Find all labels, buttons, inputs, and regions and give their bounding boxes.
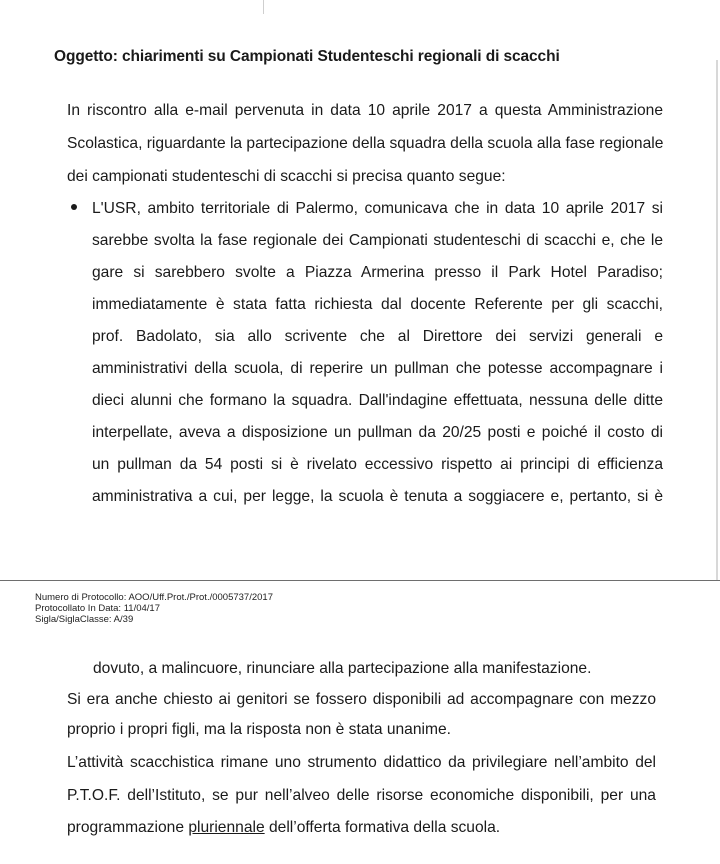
continuation-line: Si era anche chiesto ai genitori se fossero disponibili ad accompagnare con mezzo (67, 691, 656, 708)
bullet-line: sarebbe svolta la fase regionale dei Campionati studenteschi di scacchi e, che le (92, 232, 663, 249)
subject-heading: Oggetto: chiarimenti su Campionati Studenteschi regionali di scacchi (54, 48, 560, 65)
closing-line (67, 818, 500, 838)
closing-text-end: dell’offerta formativa della scuola. (264, 819, 501, 836)
bullet-line: dieci alunni che formano la squadra. Dall'indagine effettuata, nessuna delle ditte (92, 392, 663, 409)
intro-line: Scolastica, riguardante la partecipazione della squadra della scuola alla fase regionale (67, 135, 664, 152)
bullet-line: interpellate, aveva a disposizione un pullman da 20/25 posti e poiché il costo di (92, 424, 663, 441)
bullet-dot (71, 204, 77, 210)
intro-line: dei campionati studenteschi di scacchi si precisa quanto segue: (67, 168, 506, 185)
protocol-stamp (35, 592, 273, 625)
protocol-number: Numero di Protocollo: AOO/Uff.Prot./Prot./0005737/2017 (35, 592, 273, 603)
scan-mark (263, 0, 264, 14)
bullet-line: immediatamente è stata fatta richiesta dal docente Referente per gli scacchi, (92, 296, 663, 313)
page-edge (716, 60, 718, 580)
page-break-divider (0, 580, 720, 581)
continuation-line: L’attività scacchistica rimane uno strumento didattico da privilegiare nell’ambito del (67, 754, 656, 771)
bullet-line: prof. Badolato, sia allo scrivente che al Direttore dei servizi generali e (92, 328, 663, 345)
bullet-line: un pullman da 54 posti si è rivelato eccessivo rispetto ai principi di efficienza (92, 456, 663, 473)
protocol-class: Sigla/SiglaClasse: A/39 (35, 614, 134, 625)
bullet-line: amministrativi della scuola, di reperire un pullman che potesse accompagnare i (92, 360, 663, 377)
bullet-line: gare si sarebbero svolte a Piazza Armerina presso il Park Hotel Paradiso; (92, 264, 663, 281)
continuation-line: P.T.O.F. dell’Istituto, se pur nell’alveo delle risorse economiche disponibili, per una (67, 787, 656, 804)
underlined-word: pluriennale (188, 819, 265, 836)
protocol-date: Protocollato In Data: 11/04/17 (35, 603, 160, 614)
bullet-line: amministrativa a cui, per legge, la scuola è tenuta a soggiacere e, pertanto, si è (92, 488, 663, 505)
intro-line: In riscontro alla e-mail pervenuta in data 10 aprile 2017 a questa Amministrazione (67, 102, 663, 119)
bullet-line: L'USR, ambito territoriale di Palermo, comunicava che in data 10 aprile 2017 si (92, 200, 663, 217)
closing-text-start: programmazione (67, 819, 189, 836)
continuation-line: proprio i propri figli, ma la risposta non è stata unanime. (67, 721, 451, 738)
continuation-line: dovuto, a malincuore, rinunciare alla partecipazione alla manifestazione. (93, 660, 592, 677)
